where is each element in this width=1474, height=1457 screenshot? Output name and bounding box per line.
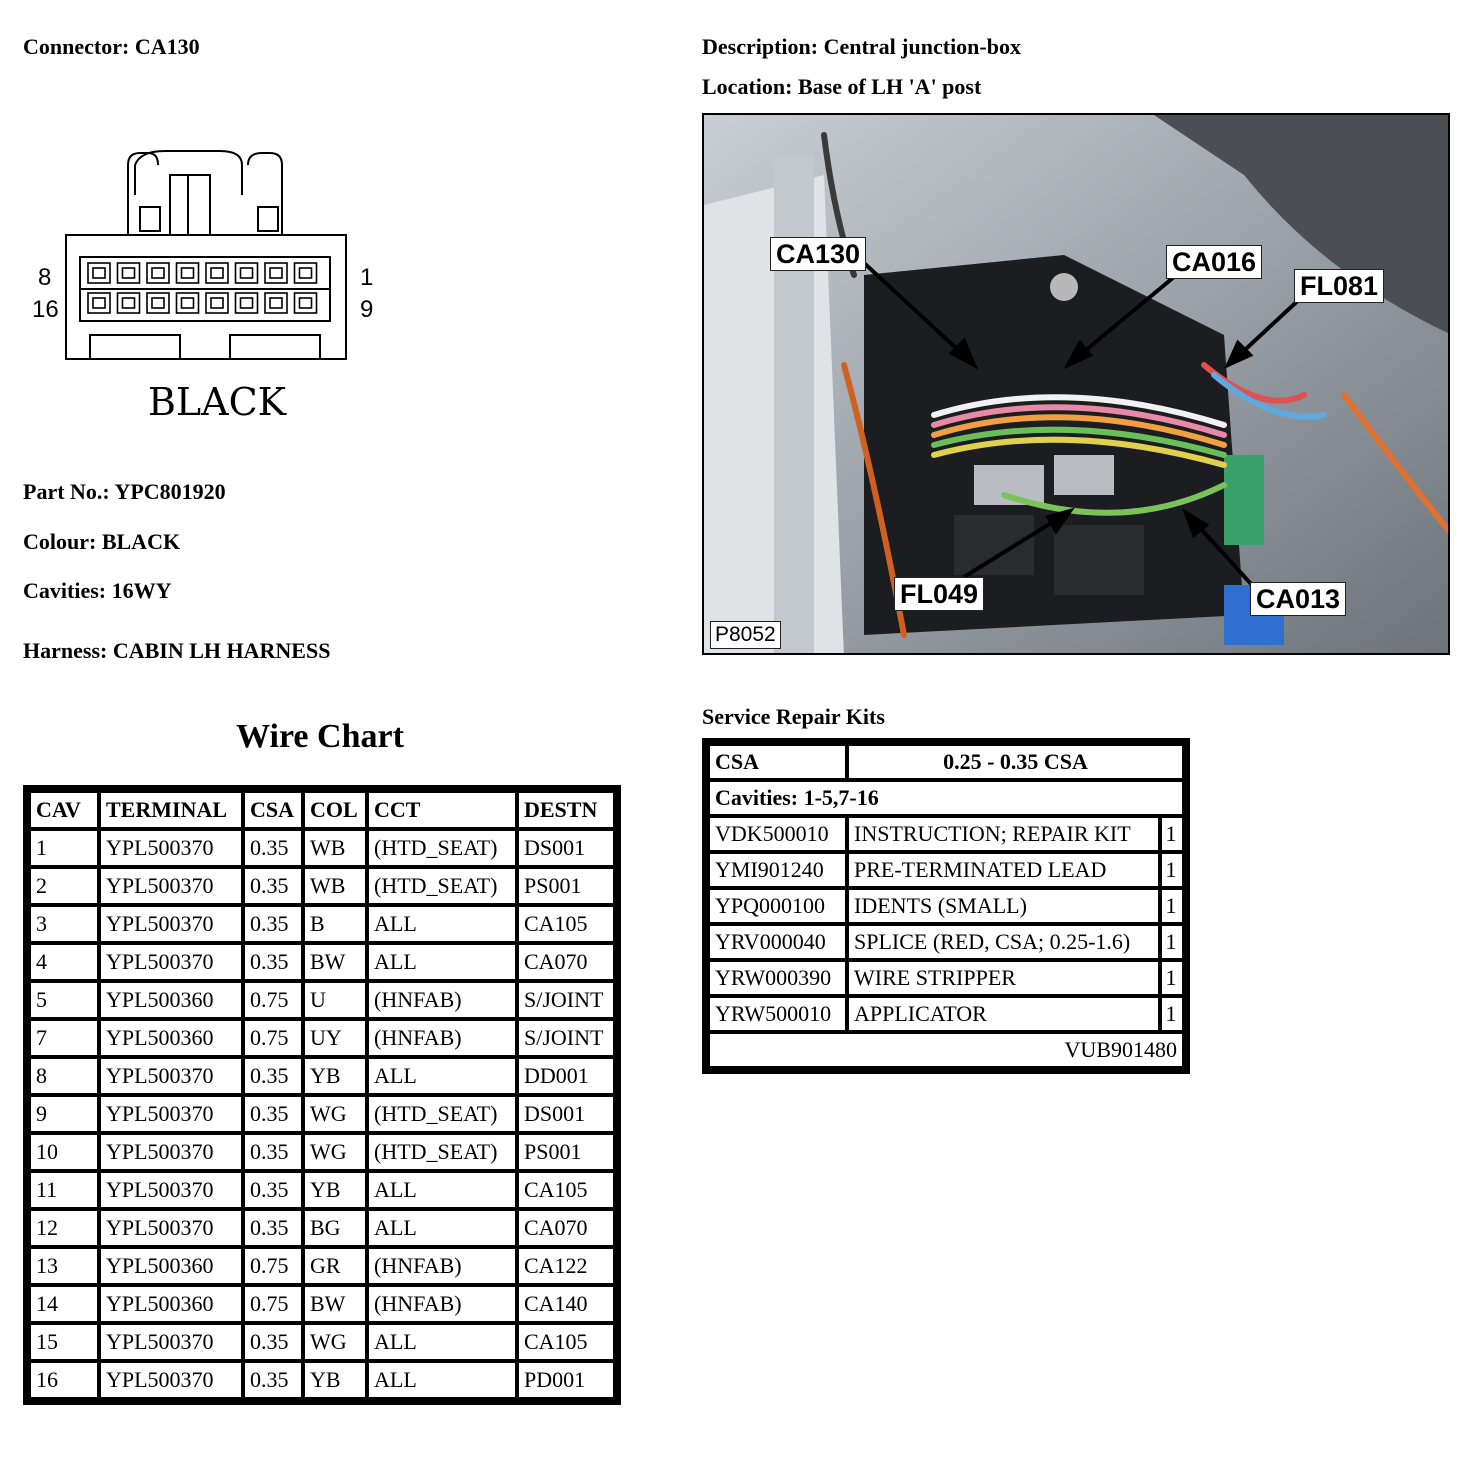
cell-destn: DD001 [519, 1059, 613, 1093]
cell-destn: PD001 [519, 1363, 613, 1397]
wire-chart-row [31, 1021, 613, 1055]
connector-cavity [177, 293, 199, 313]
connector-cavity-inner [152, 268, 164, 278]
wire-chart-row [31, 1059, 613, 1093]
service-kits-title: Service Repair Kits [702, 704, 885, 729]
connector-cavity-inner [123, 268, 135, 278]
cell-csa: 0.35 [245, 831, 301, 865]
wire-chart-row [31, 907, 613, 941]
cell-col: WG [305, 1325, 365, 1359]
harness-value: CABIN LH HARNESS [112, 638, 331, 663]
wire-chart-row [31, 869, 613, 903]
wire-chart-row [31, 1097, 613, 1131]
cell-cav: 5 [31, 983, 97, 1017]
connector-cavity [265, 263, 287, 283]
connector-cavity [88, 293, 110, 313]
cell-csa: 0.35 [245, 869, 301, 903]
connector-cavity [206, 293, 228, 313]
connector-cavity-inner [211, 298, 223, 308]
cell-col: BW [305, 1287, 365, 1321]
cell-terminal: YPL500370 [101, 1211, 241, 1245]
wire-chart-row [31, 1135, 613, 1169]
cell-col: GR [305, 1249, 365, 1283]
header-col: COL [305, 793, 365, 827]
connector-field [23, 34, 200, 60]
kit-description: PRE-TERMINATED LEAD [849, 854, 1158, 886]
cell-terminal: YPL500360 [101, 983, 241, 1017]
cell-col: UY [305, 1021, 365, 1055]
photo-id: P8052 [710, 621, 781, 649]
cell-col: WG [305, 1097, 365, 1131]
header-destn: DESTN [519, 793, 613, 827]
cell-cav: 2 [31, 869, 97, 903]
kit-item-row [710, 854, 1182, 886]
kit-description: WIRE STRIPPER [849, 962, 1158, 994]
cell-terminal: YPL500370 [101, 1173, 241, 1207]
cell-cct: (HTD_SEAT) [369, 1097, 515, 1131]
header-cav: CAV [31, 793, 97, 827]
cell-terminal: YPL500370 [101, 1135, 241, 1169]
cell-col: YB [305, 1363, 365, 1397]
header-cct: CCT [369, 793, 515, 827]
wire-chart-row [31, 983, 613, 1017]
cell-destn: S/JOINT [519, 983, 613, 1017]
cell-csa: 0.35 [245, 945, 301, 979]
connector-cavity [147, 263, 169, 283]
connector-cavity-inner [270, 298, 282, 308]
cell-csa: 0.35 [245, 1097, 301, 1131]
cell-csa: 0.35 [245, 1173, 301, 1207]
cell-col: BG [305, 1211, 365, 1245]
cell-cct: ALL [369, 1325, 515, 1359]
cell-col: WB [305, 869, 365, 903]
kit-part-no: YRW500010 [710, 998, 845, 1030]
kit-qty: 1 [1162, 926, 1182, 958]
kit-description: INSTRUCTION; REPAIR KIT [849, 818, 1158, 850]
cell-cct: ALL [369, 1363, 515, 1397]
pin-label-8: 8 [38, 264, 52, 291]
description-value: Central junction-box [823, 34, 1021, 59]
kits-csa-label: CSA [710, 746, 845, 778]
location-label: Location: [702, 74, 793, 99]
kit-qty: 1 [1162, 962, 1182, 994]
kit-description: SPLICE (RED, CSA; 0.25-1.6) [849, 926, 1158, 958]
connector-cavity [236, 293, 258, 313]
cell-terminal: YPL500370 [101, 945, 241, 979]
kits-cavities-row [710, 782, 1182, 814]
colour-label: Colour: [23, 529, 97, 554]
cell-terminal: YPL500370 [101, 907, 241, 941]
cell-destn: PS001 [519, 869, 613, 903]
connector-cavity-inner [241, 298, 253, 308]
kit-part-no: YRV000040 [710, 926, 845, 958]
cell-cct: ALL [369, 945, 515, 979]
connector-cavity [295, 293, 317, 313]
wire-chart-row [31, 1363, 613, 1397]
connector-colour-text: BLACK [148, 380, 287, 424]
cell-cav: 15 [31, 1325, 97, 1359]
cell-cav: 10 [31, 1135, 97, 1169]
connector-cavity-inner [270, 268, 282, 278]
harness-label: Harness: [23, 638, 108, 663]
cell-col: WG [305, 1135, 365, 1169]
pin-label-1: 1 [360, 264, 374, 291]
kit-item-row [710, 962, 1182, 994]
wire-chart-row [31, 1325, 613, 1359]
cavities-field [23, 578, 171, 604]
connector-cavity [295, 263, 317, 283]
cell-destn: PS001 [519, 1135, 613, 1169]
cell-col: BW [305, 945, 365, 979]
cell-destn: CA122 [519, 1249, 613, 1283]
wire-chart-header-row [31, 793, 613, 827]
wire-chart-row [31, 831, 613, 865]
cell-cct: ALL [369, 1211, 515, 1245]
cell-csa: 0.35 [245, 907, 301, 941]
description-label: Description: [702, 34, 819, 59]
callout-ca130: CA130 [770, 237, 866, 271]
cell-cct: ALL [369, 1059, 515, 1093]
cell-cav: 3 [31, 907, 97, 941]
part-no-value: YPC801920 [114, 479, 226, 504]
connector-value: CA130 [134, 34, 200, 59]
wire-chart-title: Wire Chart [236, 718, 404, 755]
kit-number-row [710, 1034, 1182, 1066]
connector-cavity [265, 293, 287, 313]
connector-cavity [118, 263, 140, 283]
cell-destn: CA105 [519, 907, 613, 941]
cell-cav: 7 [31, 1021, 97, 1055]
kit-qty: 1 [1162, 818, 1182, 850]
cell-col: U [305, 983, 365, 1017]
kit-item-row [710, 890, 1182, 922]
kit-qty: 1 [1162, 998, 1182, 1030]
cell-csa: 0.75 [245, 1021, 301, 1055]
pin-label-16: 16 [32, 296, 59, 323]
wire-chart-row [31, 1287, 613, 1321]
kit-number: VUB901480 [710, 1034, 1182, 1066]
cell-cct: (HNFAB) [369, 983, 515, 1017]
connector-cavity [236, 263, 258, 283]
cell-destn: CA105 [519, 1325, 613, 1359]
cell-destn: DS001 [519, 1097, 613, 1131]
cell-cav: 1 [31, 831, 97, 865]
harness-field [23, 638, 330, 664]
callout-fl049: FL049 [894, 577, 984, 611]
service-kits-table [702, 738, 1190, 1074]
connector-label: Connector: [23, 34, 130, 59]
cell-terminal: YPL500370 [101, 1363, 241, 1397]
connector-cavity-inner [123, 298, 135, 308]
wire-chart-row [31, 1173, 613, 1207]
connector-cavity-inner [211, 268, 223, 278]
kit-part-no: YPQ000100 [710, 890, 845, 922]
cell-csa: 0.75 [245, 983, 301, 1017]
connector-cavity [88, 263, 110, 283]
cell-col: YB [305, 1059, 365, 1093]
connector-cavity [206, 263, 228, 283]
location-field [702, 74, 981, 100]
connector-cavity-inner [182, 298, 194, 308]
kit-item-row [710, 818, 1182, 850]
cell-csa: 0.35 [245, 1363, 301, 1397]
cell-csa: 0.75 [245, 1287, 301, 1321]
cell-destn: CA070 [519, 1211, 613, 1245]
callout-ca013: CA013 [1250, 582, 1346, 616]
cell-terminal: YPL500370 [101, 1325, 241, 1359]
wire-chart-table [23, 785, 621, 1405]
cell-csa: 0.75 [245, 1249, 301, 1283]
cavities-value: 16WY [111, 578, 172, 603]
callout-ca016: CA016 [1166, 245, 1262, 279]
cell-destn: CA105 [519, 1173, 613, 1207]
cell-cct: (HNFAB) [369, 1287, 515, 1321]
connector-cavity [147, 293, 169, 313]
wire-chart-row [31, 1249, 613, 1283]
cell-cav: 16 [31, 1363, 97, 1397]
callout-fl081: FL081 [1294, 269, 1384, 303]
kits-csa-row [710, 746, 1182, 778]
cell-csa: 0.35 [245, 1325, 301, 1359]
cell-cav: 11 [31, 1173, 97, 1207]
kit-qty: 1 [1162, 854, 1182, 886]
kits-csa-value: 0.25 - 0.35 CSA [849, 746, 1182, 778]
cell-cav: 12 [31, 1211, 97, 1245]
cell-destn: DS001 [519, 831, 613, 865]
connector-cavity-inner [300, 298, 312, 308]
cell-cct: ALL [369, 1173, 515, 1207]
cell-cct: (HNFAB) [369, 1249, 515, 1283]
wire-chart-row [31, 1211, 613, 1245]
connector-cavity-inner [182, 268, 194, 278]
cell-terminal: YPL500360 [101, 1249, 241, 1283]
kit-part-no: YMI901240 [710, 854, 845, 886]
connector-cavity-inner [152, 298, 164, 308]
location-value: Base of LH 'A' post [797, 74, 982, 99]
connector-cavity [177, 263, 199, 283]
cell-col: B [305, 907, 365, 941]
pin-label-9: 9 [360, 296, 374, 323]
cell-terminal: YPL500370 [101, 831, 241, 865]
wire-chart-row [31, 945, 613, 979]
location-photo [702, 113, 1450, 655]
cell-cav: 4 [31, 945, 97, 979]
cell-csa: 0.35 [245, 1059, 301, 1093]
cell-csa: 0.35 [245, 1135, 301, 1169]
description-field [702, 34, 1021, 60]
colour-field [23, 529, 180, 555]
cell-csa: 0.35 [245, 1211, 301, 1245]
cell-cct: (HTD_SEAT) [369, 869, 515, 903]
kit-item-row [710, 926, 1182, 958]
cell-cav: 8 [31, 1059, 97, 1093]
connector-cavity-inner [93, 298, 105, 308]
cell-col: YB [305, 1173, 365, 1207]
part-no-field [23, 479, 226, 505]
kit-qty: 1 [1162, 890, 1182, 922]
kit-part-no: YRW000390 [710, 962, 845, 994]
connector-diagram [30, 145, 390, 435]
cell-cav: 9 [31, 1097, 97, 1131]
kit-description: APPLICATOR [849, 998, 1158, 1030]
cell-destn: CA140 [519, 1287, 613, 1321]
colour-value: BLACK [101, 529, 181, 554]
kit-description: IDENTS (SMALL) [849, 890, 1158, 922]
cell-terminal: YPL500370 [101, 869, 241, 903]
cell-cct: (HTD_SEAT) [369, 831, 515, 865]
cell-terminal: YPL500360 [101, 1287, 241, 1321]
part-no-label: Part No.: [23, 479, 110, 504]
cell-destn: CA070 [519, 945, 613, 979]
cell-cav: 13 [31, 1249, 97, 1283]
cell-cav: 14 [31, 1287, 97, 1321]
header-csa: CSA [245, 793, 301, 827]
header-terminal: TERMINAL [101, 793, 241, 827]
kits-cavities: Cavities: 1-5,7-16 [710, 782, 1182, 814]
kit-part-no: VDK500010 [710, 818, 845, 850]
cell-col: WB [305, 831, 365, 865]
cell-destn: S/JOINT [519, 1021, 613, 1055]
cell-terminal: YPL500360 [101, 1021, 241, 1055]
cell-cct: ALL [369, 907, 515, 941]
connector-cavity-inner [93, 268, 105, 278]
connector-cavity-inner [300, 268, 312, 278]
kit-item-row [710, 998, 1182, 1030]
cell-terminal: YPL500370 [101, 1059, 241, 1093]
connector-cavity [118, 293, 140, 313]
cell-cct: (HTD_SEAT) [369, 1135, 515, 1169]
connector-cavity-inner [241, 268, 253, 278]
cell-terminal: YPL500370 [101, 1097, 241, 1131]
cell-cct: (HNFAB) [369, 1021, 515, 1055]
cavities-label: Cavities: [23, 578, 107, 603]
